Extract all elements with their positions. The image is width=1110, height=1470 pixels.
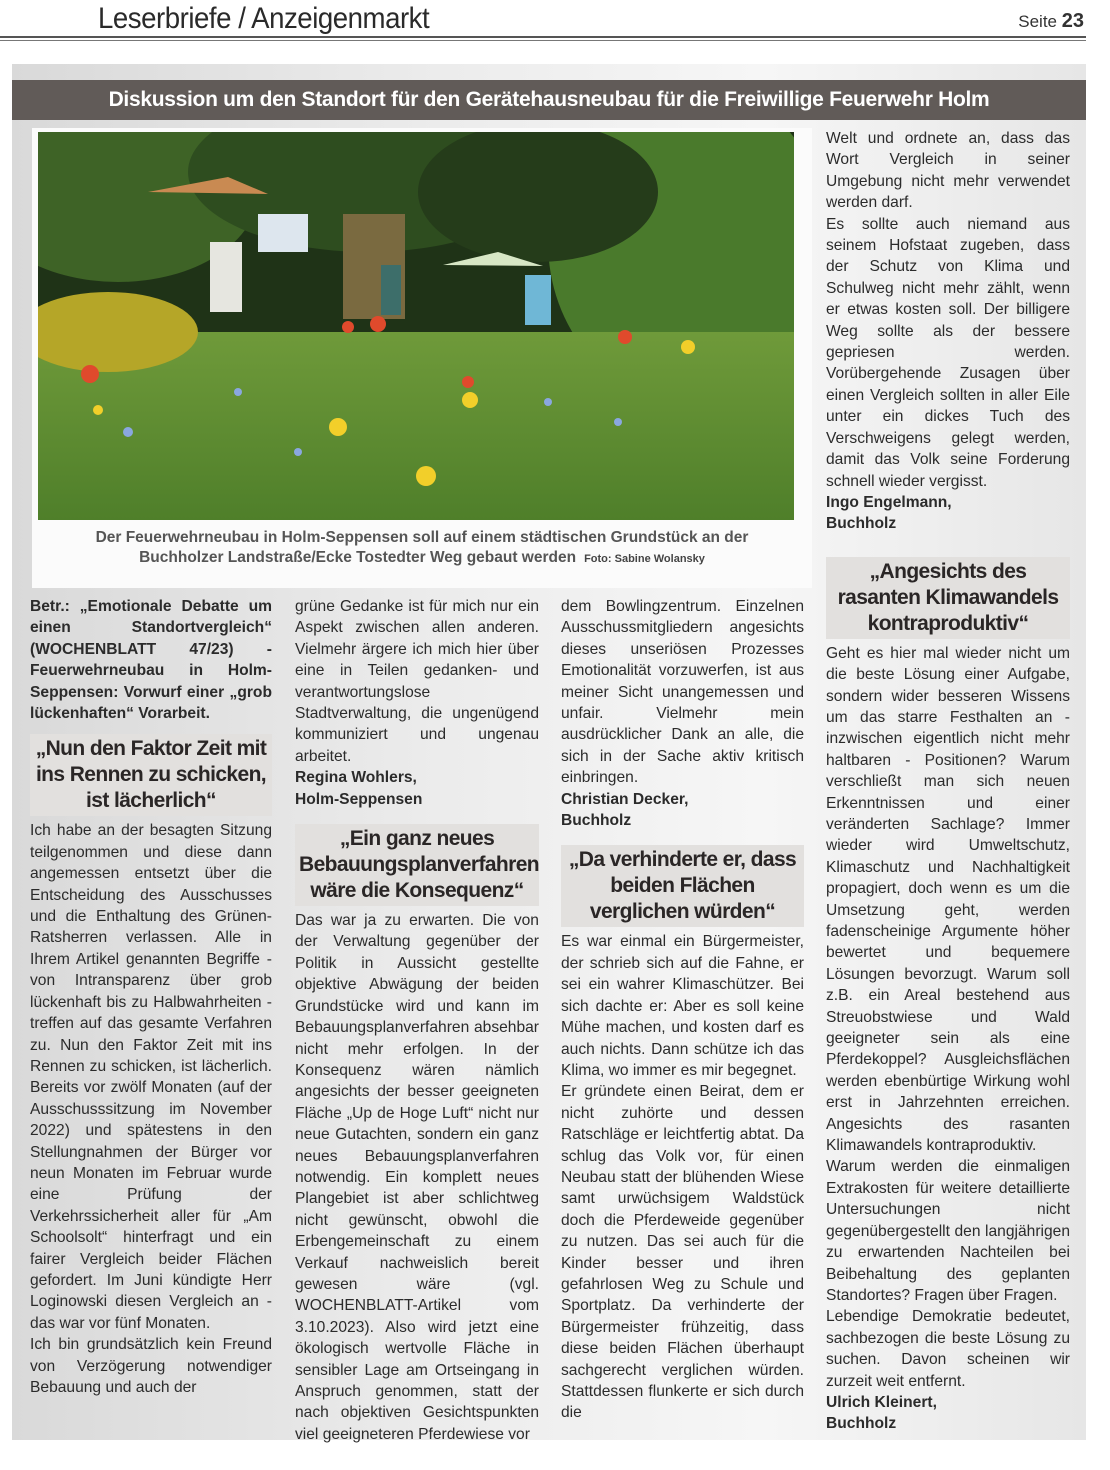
column-4 [826, 128, 1070, 1435]
letter-2-author: Christian Decker, [561, 790, 689, 808]
letter-4-place: Buchholz [826, 1415, 897, 1433]
photo-credit: Foto: Sabine Wolansky [584, 553, 705, 565]
letter-3-headline: „Da verhinderte er, dass beiden Flächen verglichen würden“ [561, 845, 804, 927]
photo-caption [42, 528, 802, 569]
letter-3-paragraph: Es war einmal ein Bürgermeister, der schrieb sich auf die Fahne, er sei ein wahrer Klimaschützer. Bei sich dachte er: Aber es soll keine Mühe machen, und kosten darf es auch nichts. Dann schütze ich das Klima, wo immer es mir begegnet. [561, 933, 804, 1079]
letter-2-place: Buchholz [561, 812, 632, 830]
letter-3-author: Ingo Engelmann, [826, 493, 952, 511]
letters-panel [12, 64, 1086, 1443]
letter-4-author: Ulrich Kleinert, [826, 1393, 937, 1411]
letter-1-paragraph: Ich bin grundsätzlich kein Freund von Verzögerung notwendiger Bebauung und auch der [30, 1336, 272, 1396]
letter-3-place: Buchholz [826, 515, 897, 533]
letter-2-paragraph: dem Bowlingzentrum. Einzelnen Ausschussmitgliedern angesichts dieses unseriösen Prozesses Emotionalität vorzuwerfen, ist aus meiner Sicht unangemessen und unfair. Vielmehr mein ausdrücklicher Dank an alle, die sich in der Sache aktiv kritisch einbringen. [561, 598, 804, 787]
letter-3-paragraph: Er gründete einen Beirat, dem er nicht zuhörte und dessen Ratschläge er leichtfertig abtat. Da schlug das Volk vor, für einen Neubau statt der blühenden Wiese samt urwüchsigem Waldstück doch die Pferdeweide gegenüber zu nutzen. Das sei auch für die Kinder besser und ihren gefahrlosen Weg zu Schule und Sportplatz. Da verhinderte der Bürgermeister frühzeitig, dass diese beiden Flächen überhaupt sachgerecht verglichen würden. Stattdessen flunkerte er sich durch die [561, 1083, 804, 1422]
letter-4-headline: „Angesichts des rasanten Klimawandels kontraproduktiv“ [826, 557, 1070, 639]
letter-4-paragraph: Geht es hier mal wieder nicht um die beste Lösung einer Aufgabe, sondern wider besseren Wissens um das starre Festhalten an - inzwischen eigentlich nicht mehr haltbaren - Positionen? Warum verschließt man sich neuen Erkenntnissen und einer veränderten Sachlage? Immer wieder wird Umweltschutz, Klimaschutz und Nachhaltigkeit propagiert, doch wenn es um die Umsetzung geht, werden fadenscheinige Argumente höher bewertet und bequemere Lösungen bevorzugt. Warum soll z.B. ein Areal bestehend aus Streuobstwiese und Wald geeigneter sein als eine Pferdekoppel? Ausgleichsflächen werden ebenbürtige Wirkung wohl erst in Jahrzehnten erreichen. Angesichts des rasanten Klimawandels kontraproduktiv. [826, 644, 1070, 1155]
caption-line-2: Buchholzer Landstraße/Ecke Tostedter Weg gebaut werden [139, 549, 577, 566]
letter-3-paragraph: Welt und ordnete an, dass das Wort Vergleich in seiner Umgebung nicht mehr verwendet werden darf. [826, 130, 1070, 212]
section-title: Leserbriefe / Anzeigenmarkt [98, 2, 430, 35]
intro-reference: Betr.: „Emotionale Debatte um einen Standortvergleich“ (WOCHENBLATT 47/23) - Feuerwehrneubau in Holm-Seppensen: Vorwurf einer „grob lückenhaften“ Vorarbeit. [30, 598, 272, 723]
page-header [0, 0, 1110, 42]
column-2 [295, 596, 539, 1445]
page-number [1018, 10, 1084, 33]
column-1 [30, 596, 272, 1398]
caption-line-1: Der Feuerwehrneubau in Holm-Seppensen soll auf einem städtischen Grundstück an der [95, 529, 749, 546]
letter-4-paragraph: Lebendige Demokratie bedeutet, sachbezogen die beste Lösung zu suchen. Davon scheinen wir zurzeit weit entfernt. [826, 1308, 1070, 1390]
letter-1-author: Regina Wohlers, [295, 769, 417, 787]
meadow-photo [38, 132, 794, 520]
topic-banner: Diskussion um den Standort für den Gerätehausneubau für die Freiwillige Feuerwehr Holm [12, 80, 1086, 120]
header-rule-thin [0, 40, 1086, 41]
letter-3-paragraph: Es sollte auch niemand aus seinem Hofstaat zugeben, dass der Schutz von Klima und Schulweg nicht mehr zählt, wenn er etwas kosten soll. Der billigere Weg sollte als der bessere gepriesen werden. Vorübergehende Zusagen über einen Vergleich sollten in aller Eile unter ein dickes Tuch des Verschweigens gelegt werden, damit das Volk seine Forderung schnell wieder vergisst. [826, 215, 1070, 490]
letter-1-paragraph: Ich habe an der besagten Sitzung teilgenommen und diese dann angemessen entsetzt über die Entscheidung des Ausschusses und die Enthaltung des Grünen-Ratsherren verlassen. Alle in Ihrem Artikel genannten Begriffe - von Intransparenz über grob lückenhaft bis zu Halbwahrheiten - treffen auf das gesamte Verfahren zu. Nun den Faktor Zeit mit ins Rennen zu schicken, ist lächerlich. Bereits vor zwölf Monaten (auf der Ausschusssitzung im November 2022) und spätestens in den Stellungnahmen der Bürger vor neun Monaten im Februar wurde eine Prüfung der Verkehrssicherheit aller für „Am Schoolsolt“ hinterfragt und ein fairer Vergleich beider Flächen gefordert. Im Juni kündigte Herr Loginowski diesen Vergleich an - das war vor fünf Monaten. [30, 822, 272, 1332]
page-number-value: 23 [1061, 10, 1084, 32]
letter-2-paragraph: Das war ja zu erwarten. Die von der Verwaltung gegenüber der Politik in Aussicht gestellte objektive Abwägung der beiden Grundstücke wird und kann im Bebauungsplanverfahren absehbar nicht mehr erfolgen. In der Konsequenz wären nämlich angesichts der besser geeigneten Fläche „Up de Hoge Luft“ nicht nur neue Gutachten, sondern ein ganz neues Bebauungsplanverfahren notwendig. Ein komplett neues Plangebiet ist aber schlichtweg nicht gewünscht, obwohl die Erbengemeinschaft zu einem Verkauf nachweislich bereit gewesen wäre (vgl. WOCHENBLATT-Artikel vom 3.10.2023). Also wird jetzt eine ökologisch wertvolle Fläche in sensibler Lage am Ortseingang in Anspruch genommen, statt der nach objektiven Gesichtspunkten viel geeigneteren Pferdewiese vor [295, 912, 539, 1443]
letter-4-paragraph: Warum werden die einmaligen Extrakosten für weitere detaillierte Untersuchungen nicht gegenübergestellt den langjährigen zu erwartenden Nachteilen bei Beibehaltung des geplanten Standortes? Fragen über Fragen. [826, 1158, 1070, 1304]
letter-2-headline: „Ein ganz neues Bebauungsplanverfahren wäre die Konsequenz“ [295, 824, 539, 906]
letter-1-paragraph: grüne Gedanke ist für mich nur ein Aspekt zwischen allen anderen. Vielmehr ärgere ich mich hier über eine in Teilen gedanken- und verantwortungslose Stadtverwaltung, die ungenügend kommuniziert und ungenau arbeitet. [295, 598, 539, 765]
letter-1-place: Holm-Seppensen [295, 790, 423, 808]
column-3 [561, 596, 804, 1424]
page-label: Seite [1018, 12, 1058, 31]
letter-1-headline: „Nun den Faktor Zeit mit ins Rennen zu schicken, ist lächerlich“ [30, 734, 272, 816]
photo-frame [32, 128, 812, 588]
header-rule [0, 36, 1086, 38]
meadow-photo-illustration [38, 132, 794, 520]
